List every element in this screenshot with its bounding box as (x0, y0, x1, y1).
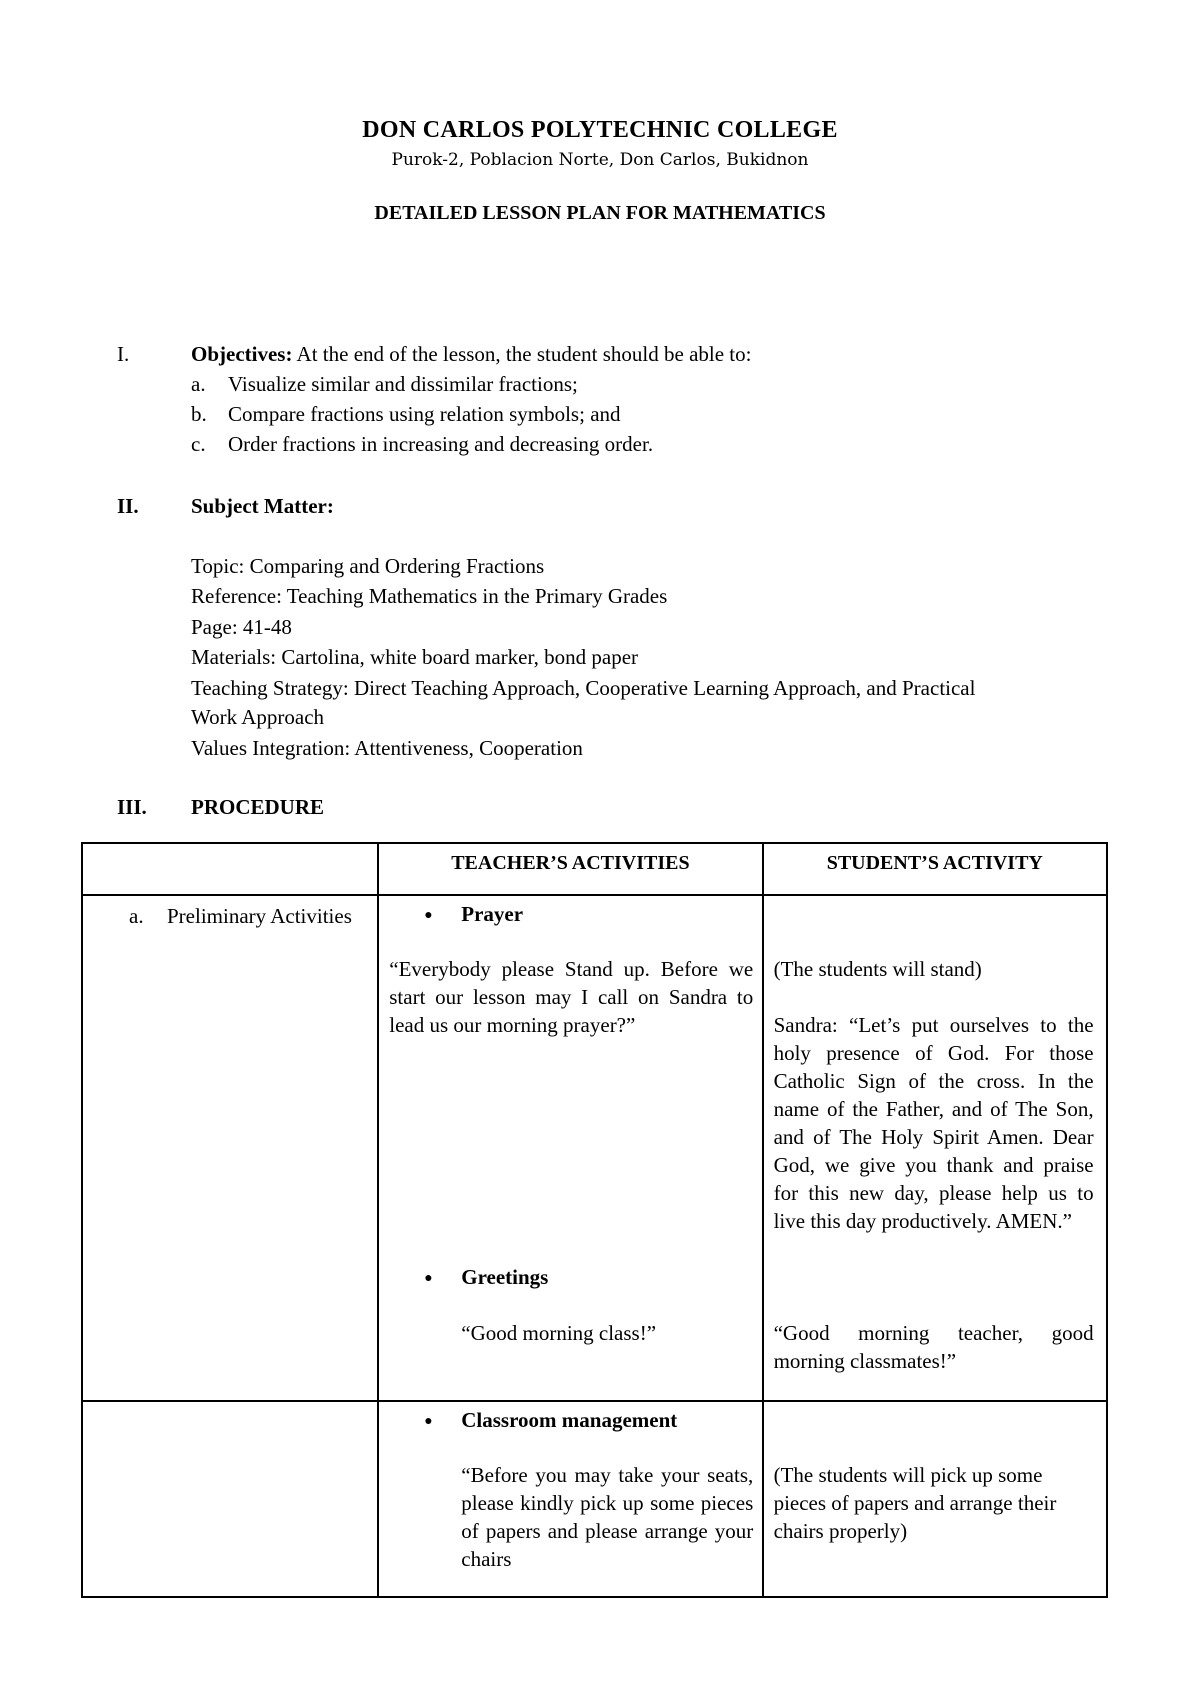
objective-letter: c. (191, 432, 206, 456)
student-activity-cell (763, 895, 1107, 1401)
header-student-activity: STUDENT’S ACTIVITY (763, 843, 1107, 895)
prayer-student-stand: (The students will stand) (773, 957, 982, 981)
subject-values-integration: Values Integration: Attentiveness, Cooperation (191, 736, 583, 760)
header-cell-empty (82, 843, 378, 895)
teacher-activities-cell (378, 1401, 762, 1597)
bullet-icon: ● (424, 908, 433, 923)
greetings-teacher-text: “Good morning class!” (461, 1321, 657, 1345)
stage-cell (82, 895, 378, 1401)
greetings-student-text: “Good morning teacher, good morning classmates!” (773, 1321, 1094, 1373)
objective-text: Order fractions in increasing and decreasing order. (228, 432, 654, 456)
college-name: DON CARLOS POLYTECHNIC COLLEGE (362, 117, 838, 143)
stage-letter: a. (129, 904, 144, 928)
objective-letter: a. (191, 372, 206, 396)
table-row (82, 1401, 1107, 1597)
subject-materials: Materials: Cartolina, white board marker, bond paper (191, 645, 639, 669)
subject-matter-label: Subject Matter: (191, 494, 334, 518)
subject-teaching-strategy-cont: Work Approach (191, 705, 325, 729)
objective-letter: b. (191, 402, 207, 426)
header-teacher-activities: TEACHER’S ACTIVITIES (378, 843, 762, 895)
section-number: II. (117, 494, 139, 518)
prayer-teacher-text: “Everybody please Stand up. Before we start our lesson may I call on Sandra to lead us our morning prayer?” (389, 957, 754, 1037)
college-address: Purok-2, Poblacion Norte, Don Carlos, Bukidnon (391, 150, 809, 170)
subject-page: Page: 41-48 (191, 615, 292, 639)
document-title: DETAILED LESSON PLAN FOR MATHEMATICS (374, 202, 826, 224)
objective-text: Visualize similar and dissimilar fractions; (228, 372, 578, 396)
section-number: III. (117, 795, 147, 819)
objective-text: Compare fractions using relation symbols; and (228, 402, 621, 426)
classroom-management-teacher-text: “Before you may take your seats, please kindly pick up some pieces of papers and please arrange your chairs (461, 1463, 754, 1571)
procedure-table (81, 842, 1108, 1598)
stage-cell (82, 1401, 378, 1597)
objectives-label: Objectives: (191, 342, 293, 366)
stage-label: Preliminary Activities (167, 904, 352, 928)
objectives-heading (191, 339, 751, 369)
student-activity-cell (763, 1401, 1107, 1597)
table-header-row (82, 843, 1107, 895)
subject-reference: Reference: Teaching Mathematics in the Primary Grades (191, 584, 668, 608)
bullet-icon: ● (424, 1414, 433, 1429)
subject-topic: Topic: Comparing and Ordering Fractions (191, 554, 545, 578)
teacher-activities-cell (378, 895, 762, 1401)
table-row (82, 895, 1107, 1401)
classroom-management-title: Classroom management (461, 1408, 678, 1432)
bullet-icon: ● (424, 1271, 433, 1286)
subject-teaching-strategy: Teaching Strategy: Direct Teaching Approach, Cooperative Learning Approach, and Practical (191, 676, 976, 700)
procedure-label: PROCEDURE (191, 795, 325, 819)
classroom-management-student-text: (The students will pick up some pieces of papers and arrange their chairs properly) (773, 1463, 1057, 1543)
objectives-intro: At the end of the lesson, the student should be able to: (292, 342, 752, 366)
prayer-title: Prayer (461, 902, 524, 926)
prayer-student-text: Sandra: “Let’s put ourselves to the holy presence of God. For those Catholic Sign of the cross. In the name of the Father, and of The Son, and of The Holy Spirit Amen. Dear God, we give you thank and praise for this new day, please help us to live this day productively. AMEN.” (773, 1013, 1094, 1233)
greetings-title: Greetings (461, 1265, 549, 1289)
section-number: I. (117, 342, 130, 366)
